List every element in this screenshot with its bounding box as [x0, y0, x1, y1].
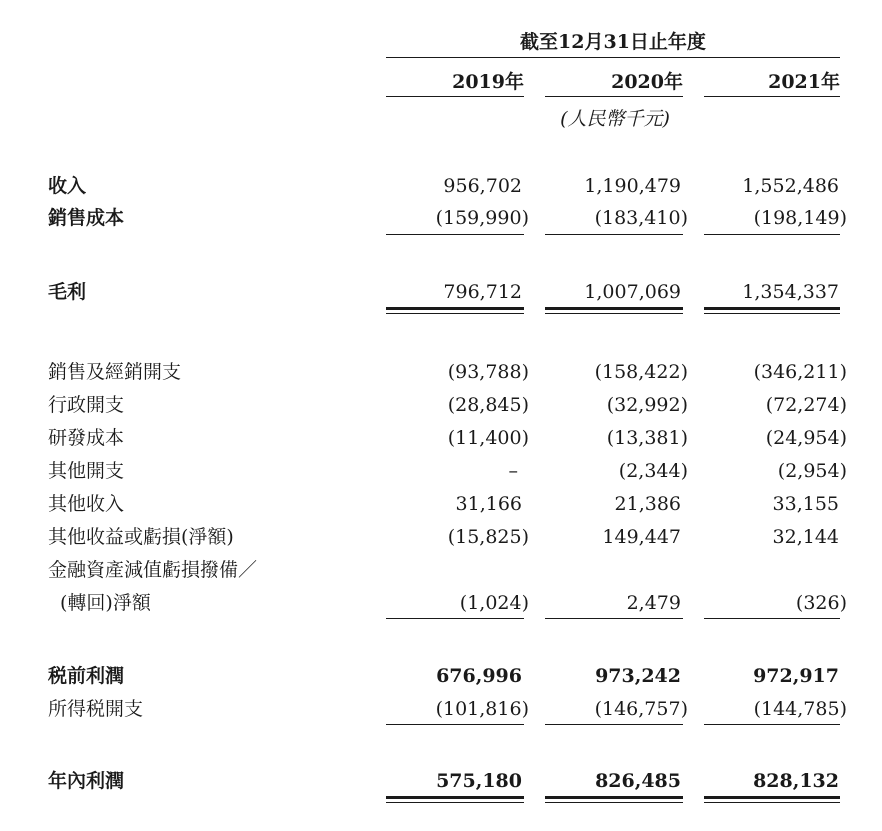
double-rule-top-2021	[704, 307, 840, 310]
expenses-rule-2019	[386, 618, 524, 619]
row-label-impairment: 金融資產減值虧損撥備／	[48, 559, 258, 581]
value-impairment-2021: (326)	[795, 592, 847, 614]
subtotal-rule-2021	[704, 234, 840, 235]
tax-rule-2021	[704, 724, 840, 725]
value-selling-expenses-2020: (158,422)	[594, 361, 688, 383]
value-revenue-2020: 1,190,479	[584, 175, 681, 197]
value-other-gains-losses-2020: 149,447	[602, 526, 681, 548]
row-label-gross-profit: 毛利	[48, 281, 87, 303]
value-profit-before-tax-2021: 972,917	[753, 665, 839, 687]
value-other-expenses-2020: (2,344)	[618, 460, 688, 482]
value-gross-profit-2019: 796,712	[443, 281, 522, 303]
value-other-gains-losses-2021: 32,144	[772, 526, 839, 548]
double-rule-bottom-2019	[386, 313, 524, 314]
value-revenue-2019: 956,702	[443, 175, 522, 197]
value-other-income-2020: 21,386	[614, 493, 681, 515]
unit-label: (人民幣千元)	[560, 108, 670, 130]
value-cost-of-sales-2020: (183,410)	[594, 207, 688, 229]
final-double-rule-top-2019	[386, 796, 524, 799]
value-selling-expenses-2021: (346,211)	[753, 361, 847, 383]
value-other-expenses-2021: (2,954)	[777, 460, 847, 482]
value-cost-of-sales-2019: (159,990)	[435, 207, 529, 229]
double-rule-top-2020	[545, 307, 683, 310]
value-income-tax-2021: (144,785)	[753, 698, 847, 720]
year-2021-header: 2021年	[768, 71, 840, 93]
period-header: 截至12月31日止年度	[520, 31, 706, 53]
year-2019-header: 2019年	[452, 71, 524, 93]
value-admin-expenses-2019: (28,845)	[447, 394, 529, 416]
double-rule-bottom-2021	[704, 313, 840, 314]
final-double-rule-bottom-2019	[386, 802, 524, 803]
value-revenue-2021: 1,552,486	[742, 175, 839, 197]
value-gross-profit-2020: 1,007,069	[584, 281, 681, 303]
value-profit-for-year-2019: 575,180	[436, 770, 522, 792]
row-label-rd-costs: 研發成本	[48, 427, 125, 449]
value-admin-expenses-2021: (72,274)	[765, 394, 847, 416]
double-rule-bottom-2020	[545, 313, 683, 314]
value-gross-profit-2021: 1,354,337	[742, 281, 839, 303]
header-rule	[386, 57, 840, 58]
year-2020-header: 2020年	[611, 71, 683, 93]
expenses-rule-2021	[704, 618, 840, 619]
subtotal-rule-2020	[545, 234, 683, 235]
final-double-rule-top-2020	[545, 796, 683, 799]
value-income-tax-2020: (146,757)	[594, 698, 688, 720]
value-impairment-2020: 2,479	[626, 592, 681, 614]
value-other-income-2019: 31,166	[455, 493, 522, 515]
row-label-profit-for-year: 年內利潤	[48, 770, 125, 792]
row-label-admin-expenses: 行政開支	[48, 394, 125, 416]
tax-rule-2020	[545, 724, 683, 725]
final-double-rule-bottom-2020	[545, 802, 683, 803]
final-double-rule-top-2021	[704, 796, 840, 799]
value-other-income-2021: 33,155	[772, 493, 839, 515]
value-admin-expenses-2020: (32,992)	[606, 394, 688, 416]
value-rd-costs-2019: (11,400)	[447, 427, 529, 449]
expenses-rule-2020	[545, 618, 683, 619]
double-rule-top-2019	[386, 307, 524, 310]
value-other-expenses-2019: –	[508, 460, 518, 482]
value-profit-for-year-2021: 828,132	[753, 770, 839, 792]
row-label-other-gains-losses: 其他收益或虧損(淨額)	[48, 526, 234, 548]
value-cost-of-sales-2021: (198,149)	[753, 207, 847, 229]
row-label-cost-of-sales: 銷售成本	[48, 207, 125, 229]
value-income-tax-2019: (101,816)	[435, 698, 529, 720]
value-profit-for-year-2020: 826,485	[595, 770, 681, 792]
year-rule-2019	[386, 96, 524, 97]
year-rule-2020	[545, 96, 683, 97]
value-rd-costs-2020: (13,381)	[606, 427, 688, 449]
value-impairment-2019: (1,024)	[459, 592, 529, 614]
tax-rule-2019	[386, 724, 524, 725]
value-other-gains-losses-2019: (15,825)	[447, 526, 529, 548]
row-label-income-tax: 所得税開支	[48, 698, 144, 720]
row-label-revenue: 收入	[48, 175, 87, 197]
value-profit-before-tax-2019: 676,996	[436, 665, 522, 687]
row-label-impairment-cont: (轉回)淨額	[60, 592, 151, 614]
row-label-other-expenses: 其他開支	[48, 460, 125, 482]
year-rule-2021	[704, 96, 840, 97]
subtotal-rule-2019	[386, 234, 524, 235]
value-selling-expenses-2019: (93,788)	[447, 361, 529, 383]
value-profit-before-tax-2020: 973,242	[595, 665, 681, 687]
row-label-other-income: 其他收入	[48, 493, 125, 515]
final-double-rule-bottom-2021	[704, 802, 840, 803]
row-label-profit-before-tax: 税前利潤	[48, 665, 125, 687]
row-label-selling-expenses: 銷售及經銷開支	[48, 361, 182, 383]
value-rd-costs-2021: (24,954)	[765, 427, 847, 449]
